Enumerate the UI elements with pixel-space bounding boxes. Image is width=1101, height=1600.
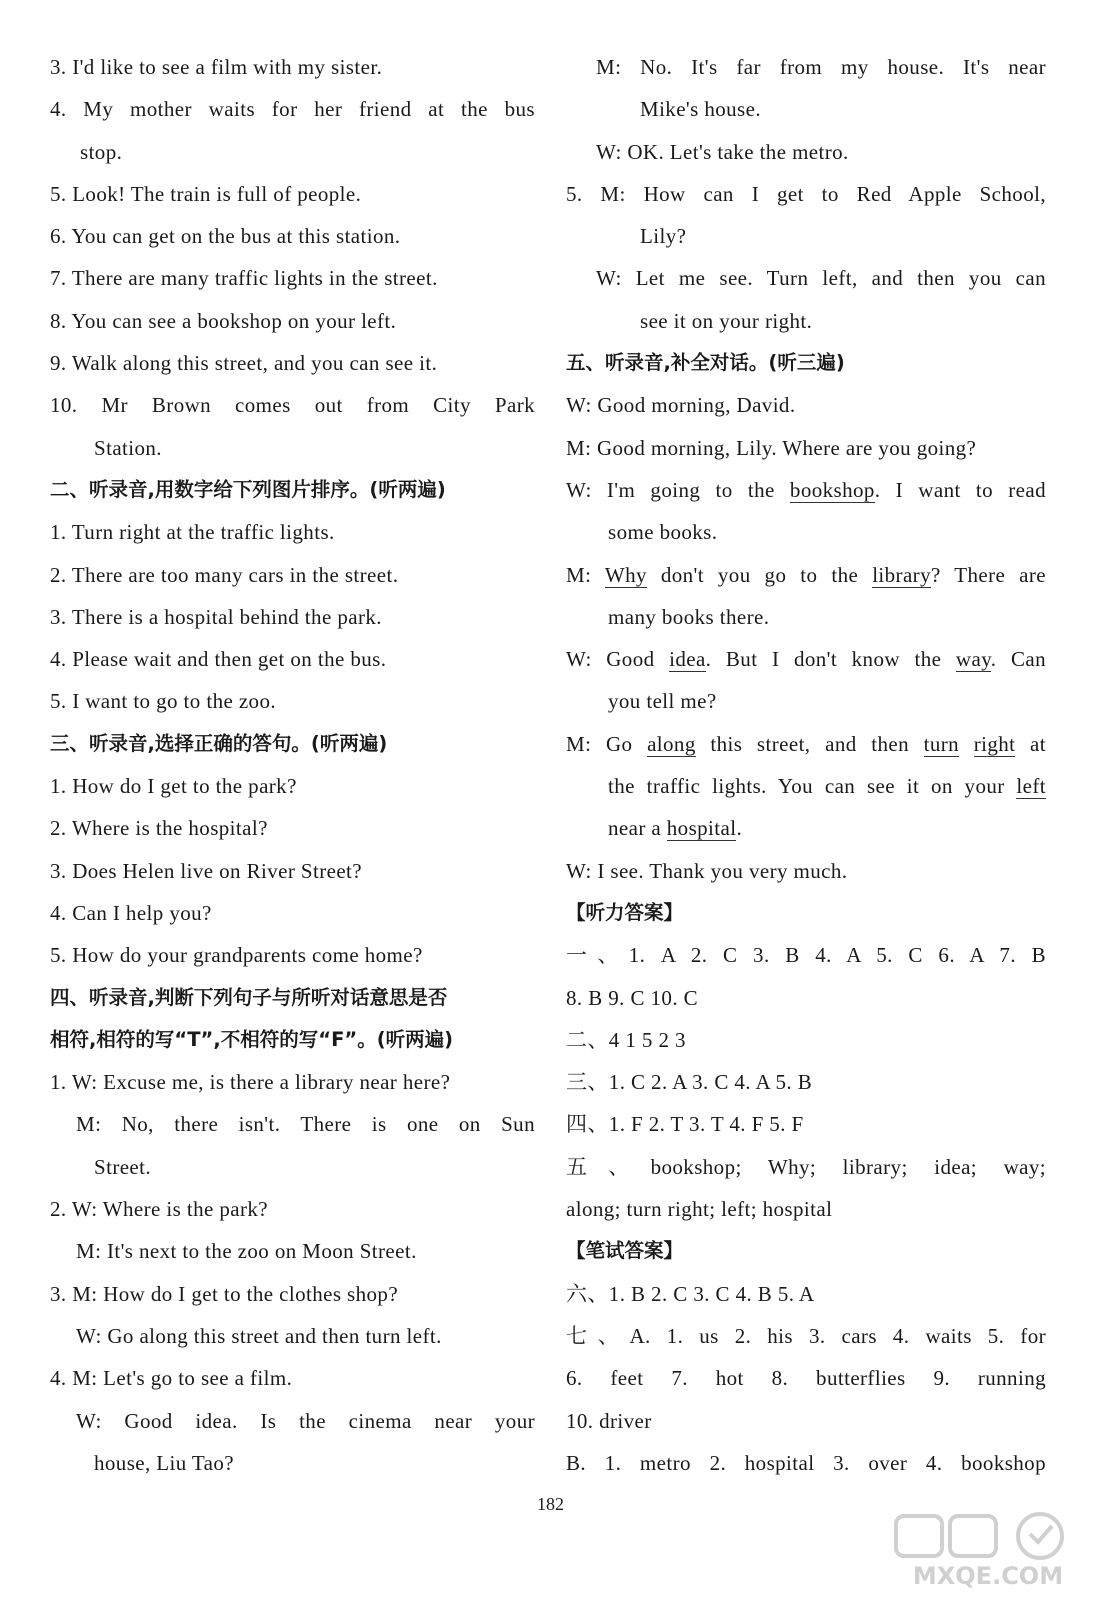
text-line: 4. My mother waits for her friend at the bus: [50, 97, 535, 122]
text-run: . But I don't know the: [705, 647, 956, 672]
answer-underline: idea: [669, 647, 706, 672]
text-run: near a: [608, 816, 667, 841]
answer-underline: library: [872, 562, 931, 587]
text-line: 3. Does Helen live on River Street?: [50, 858, 362, 883]
text-line: Lily?: [640, 224, 687, 249]
text-line: 6. You can get on the bus at this station.: [50, 224, 401, 249]
answer-underline: left: [1016, 774, 1046, 799]
text-line: [566, 765, 1046, 807]
text-line: 1. Turn right at the traffic lights.: [50, 520, 335, 545]
page-number: 182: [537, 1494, 564, 1514]
answer-line: 8. B 9. C 10. C: [566, 985, 699, 1010]
text-line: Street.: [94, 1154, 152, 1179]
text-run: this street, and then: [695, 731, 924, 756]
text-run: . I want to read: [874, 477, 1047, 502]
text-line: 5. How do your grandparents come home?: [50, 943, 423, 968]
text-line: W: Let me see. Turn left, and then you can: [596, 266, 1046, 291]
text-line: some books.: [608, 520, 718, 545]
section-heading: 【听力答案】: [566, 900, 684, 924]
text-run: ? There are: [930, 562, 1046, 587]
answer-underline: right: [973, 731, 1016, 756]
text-run: [959, 732, 974, 756]
text-line: 9. Walk along this street, and you can see it.: [50, 351, 438, 376]
section-heading: 二、听录音,用数字给下列图片排序。(听两遍): [50, 477, 446, 501]
text-run: the traffic lights. You can see it on your: [608, 774, 1017, 799]
text-line: W: Good idea. Is the cinema near your: [76, 1408, 535, 1433]
text-run: .: [736, 816, 743, 841]
text-line: 3. There is a hospital behind the park.: [50, 604, 382, 629]
text-run: M:: [566, 562, 605, 587]
text-line: W: I see. Thank you very much.: [566, 858, 848, 883]
left-column: [50, 46, 535, 1484]
text-line: M: No, there isn't. There is one on Sun: [76, 1112, 535, 1137]
section-heading: 【笔试答案】: [566, 1239, 684, 1263]
section-heading: 三、听录音,选择正确的答句。(听两遍): [50, 731, 388, 755]
text-line: 1. How do I get to the park?: [50, 774, 297, 799]
text-line: [566, 554, 1046, 596]
text-line: 4. Can I help you?: [50, 900, 212, 925]
text-line: 7. There are many traffic lights in the street.: [50, 266, 438, 291]
answer-line: 五、bookshop; Why; library; idea; way;: [566, 1154, 1046, 1179]
watermark-logo: [888, 1510, 1088, 1590]
answer-underline: way: [955, 647, 991, 672]
answer-line: 10. driver: [566, 1408, 652, 1433]
answer-line: 七、A. 1. us 2. his 3. cars 4. waits 5. for: [566, 1323, 1046, 1348]
text-line: 2. W: Where is the park?: [50, 1197, 268, 1222]
answer-line: along; turn right; left; hospital: [566, 1197, 833, 1222]
answer-line: 6. feet 7. hot 8. butterflies 9. running: [566, 1366, 1046, 1391]
text-line: many books there.: [608, 604, 770, 629]
text-line: M: No. It's far from my house. It's near: [596, 55, 1046, 79]
right-column: [566, 46, 1046, 1484]
text-line: you tell me?: [608, 689, 717, 714]
text-line: 10. Mr Brown comes out from City Park: [50, 393, 535, 418]
text-line: 2. There are too many cars in the street.: [50, 562, 399, 587]
text-run: at: [1015, 731, 1046, 756]
text-line: 2. Where is the hospital?: [50, 816, 268, 841]
text-line: stop.: [80, 139, 123, 164]
text-line: house, Liu Tao?: [94, 1450, 235, 1475]
text-run: M: Go: [566, 731, 648, 756]
answer-line: 三、1. C 2. A 3. C 4. A 5. B: [566, 1070, 813, 1095]
text-line: 4. M: Let's go to see a film.: [50, 1366, 293, 1391]
text-line: Station.: [94, 435, 162, 460]
text-line: Mike's house.: [640, 97, 761, 122]
text-line: 4. Please wait and then get on the bus.: [50, 647, 387, 672]
section-heading: 相符,相符的写“T”,不相符的写“F”。(听两遍): [50, 1027, 454, 1051]
text-line: 3. I'd like to see a film with my sister.: [50, 55, 383, 79]
answer-line: 六、1. B 2. C 3. C 4. B 5. A: [566, 1281, 815, 1306]
answer-underline: Why: [604, 562, 647, 587]
section-heading: 四、听录音,判断下列句子与所听对话意思是否: [50, 985, 448, 1009]
text-line: 1. W: Excuse me, is there a library near here?: [50, 1070, 451, 1095]
answer-line: 一、1. A 2. C 3. B 4. A 5. C 6. A 7. B: [566, 943, 1046, 968]
answer-line: 二、4 1 5 2 3: [566, 1027, 686, 1052]
text-line: W: OK. Let's take the metro.: [596, 139, 849, 164]
text-line: M: It's next to the zoo on Moon Street.: [76, 1239, 417, 1264]
answer-underline: along: [647, 731, 696, 756]
text-line: 5. Look! The train is full of people.: [50, 181, 362, 206]
text-line: [566, 723, 1046, 765]
text-run: don't you go to the: [646, 562, 873, 587]
text-line: 5. M: How can I get to Red Apple School,: [566, 181, 1046, 206]
text-line: W: Good morning, David.: [566, 393, 796, 418]
text-line: W: Go along this street and then turn left.: [76, 1323, 442, 1348]
answer-underline: bookshop: [789, 477, 875, 502]
text-line: 5. I want to go to the zoo.: [50, 689, 277, 714]
text-line: 8. You can see a bookshop on your left.: [50, 308, 397, 333]
text-line: [566, 469, 1046, 511]
text-line: [566, 807, 1046, 849]
text-run: . Can: [990, 647, 1046, 672]
answer-underline: turn: [923, 731, 960, 756]
text-line: [566, 638, 1046, 680]
answer-underline: hospital: [666, 816, 737, 841]
text-line: 3. M: How do I get to the clothes shop?: [50, 1281, 399, 1306]
watermark-url: MXQE.COM: [912, 1562, 1064, 1590]
section-heading: 五、听录音,补全对话。(听三遍): [566, 351, 845, 375]
answer-line: 四、1. F 2. T 3. T 4. F 5. F: [566, 1112, 804, 1137]
text-run: W: Good: [566, 647, 670, 672]
text-run: W: I'm going to the: [566, 477, 790, 502]
text-line: M: Good morning, Lily. Where are you going?: [566, 435, 977, 460]
answer-line: B. 1. metro 2. hospital 3. over 4. bookshop: [566, 1450, 1046, 1475]
text-line: see it on your right.: [640, 308, 813, 333]
